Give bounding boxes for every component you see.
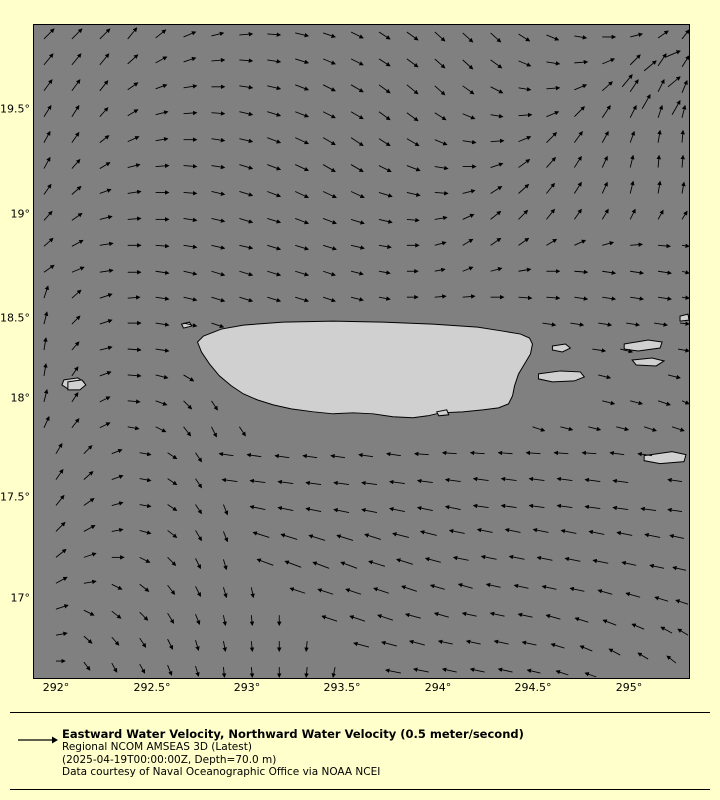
velocity-vector-layer xyxy=(34,25,689,678)
x-tick-label: 295° xyxy=(615,681,643,694)
legend-time-depth: (2025-04-19T00:00:00Z, Depth=70.0 m) xyxy=(62,753,277,766)
legend-divider-top xyxy=(10,712,710,713)
legend-title: Eastward Water Velocity, Northward Water Velocity (0.5 meter/second) xyxy=(62,727,524,741)
x-tick-label: 292.5° xyxy=(133,681,171,694)
y-tick-label: 19.5° xyxy=(0,102,30,116)
x-tick-label: 293.5° xyxy=(323,681,361,694)
legend-dataset: Regional NCOM AMSEAS 3D (Latest) xyxy=(62,741,252,753)
x-tick-label: 292° xyxy=(42,681,70,694)
map-plot-area[interactable] xyxy=(33,24,690,679)
vector-arrow-right-icon xyxy=(18,734,58,746)
x-tick-label: 293° xyxy=(233,681,261,694)
x-axis xyxy=(0,681,720,701)
legend xyxy=(10,712,710,790)
y-axis xyxy=(0,0,33,800)
legend-credit: Data courtesy of Naval Oceanographic Office via NOAA NCEI xyxy=(62,766,381,778)
legend-divider-bottom xyxy=(10,789,710,790)
y-tick-label: 19° xyxy=(10,207,30,221)
x-tick-label: 294° xyxy=(424,681,452,694)
y-tick-label: 17.5° xyxy=(0,490,30,504)
y-tick-label: 17° xyxy=(10,591,30,605)
x-tick-label: 294.5° xyxy=(514,681,552,694)
y-tick-label: 18° xyxy=(10,391,30,405)
y-tick-label: 18.5° xyxy=(0,311,30,325)
legend-text-block xyxy=(62,727,692,779)
